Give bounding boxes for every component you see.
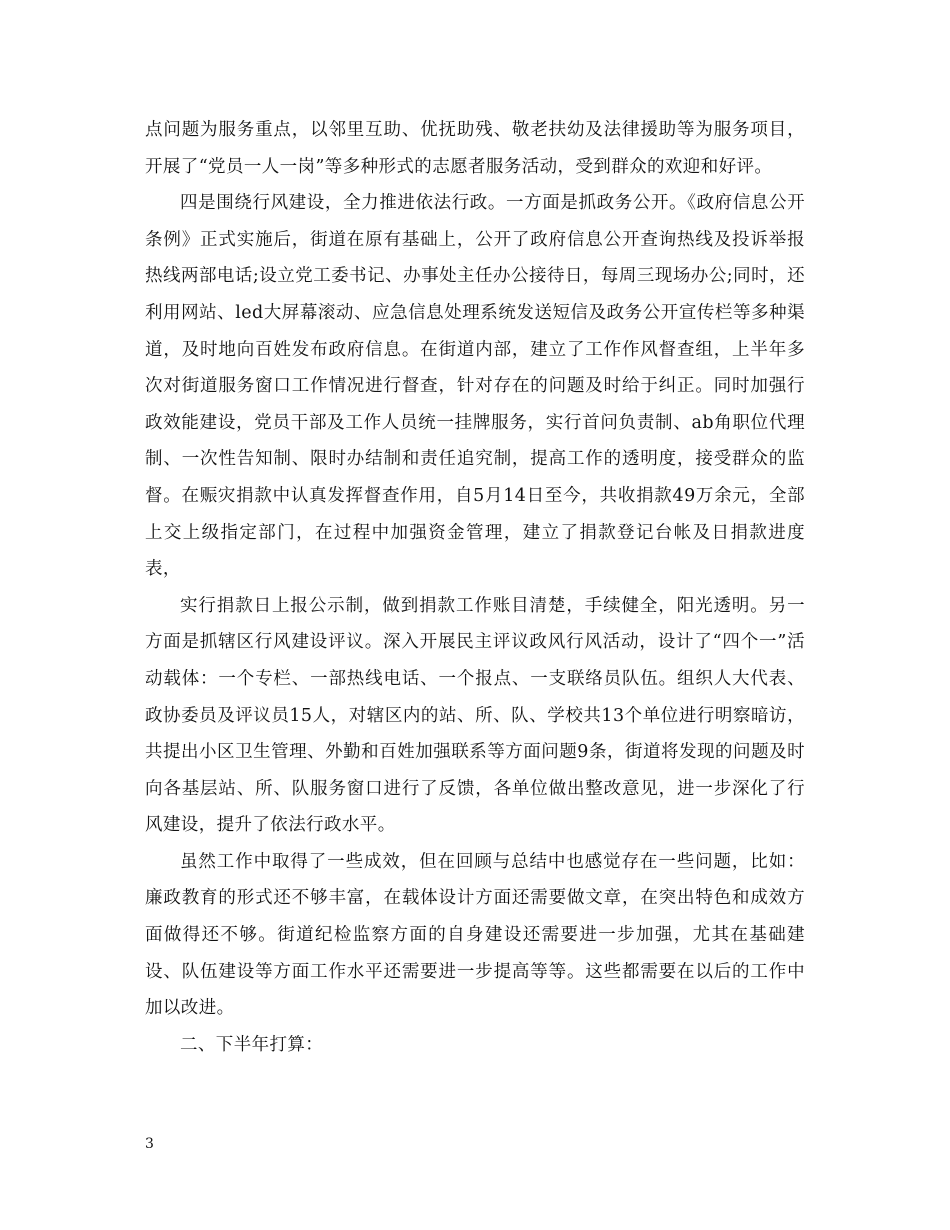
- page-number: 3: [145, 1136, 154, 1152]
- paragraph-4: 虽然工作中取得了一些成效，但在回顾与总结中也感觉存在一些问题，比如：廉政教育的形式还不够丰富，在载体设计方面还需要做文章，在突出特色和成效方面做得还不够。街道纪检监察方面的自身建设还需要进一步加强，尤其在基础建设、队伍建设等方面工作水平还需要进一步提高等等。这些都需要在以后的工作中加以改进。: [145, 851, 805, 1019]
- section-heading: 二、下半年打算：: [180, 1034, 324, 1055]
- paragraph-3: 实行捐款日上报公示制，做到捐款工作账目清楚，手续健全，阳光透明。另一方面是抓辖区行风建设评议。深入开展民主评议政风行风活动，设计了“四个一”活动载体：一个专栏、一部热线电话、一个报点、一支联络员队伍。组织人大代表、政协委员及评议员15人，对辖区内的站、所、队、学校共13个单位进行明察暗访，共提出小区卫生管理、外勤和百姓加强联系等方面问题9条，街道将发现的问题及时向各基层站、所、队服务窗口进行了反馈，各单位做出整改意见，进一步深化了行风建设，提升了依法行政水平。: [145, 595, 805, 836]
- body-text: [145, 112, 805, 1063]
- paragraph-1: 点问题为服务重点，以邻里互助、优抚助残、敬老扶幼及法律援助等为服务项目，开展了“党员一人一岗”等多种形式的志愿者服务活动，受到群众的欢迎和好评。: [145, 120, 805, 177]
- paragraph-2: 四是围绕行风建设，全力推进依法行政。一方面是抓政务公开。《政府信息公开条例》正式实施后，街道在原有基础上，公开了政府信息公开查询热线及投诉举报热线两部电话;设立党工委书记、办事处主任办公接待日，每周三现场办公;同时，还利用网站、led大屏幕滚动、应急信息处理系统发送短信及政务公开宣传栏等多种渠道，及时地向百姓发布政府信息。在街道内部，建立了工作作风督查组，上半年多次对街道服务窗口工作情况进行督查，针对存在的问题及时给于纠正。同时加强行政效能建设，党员干部及工作人员统一挂牌服务，实行首问负责制、ab角职位代理制、一次性告知制、限时办结制和责任追究制，提高工作的透明度，接受群众的监督。在赈灾捐款中认真发挥督查作用，自5月14日至今，共收捐款49万余元，全部上交上级指定部门，在过程中加强资金管理，建立了捐款登记台帐及日捐款进度表，: [145, 193, 805, 580]
